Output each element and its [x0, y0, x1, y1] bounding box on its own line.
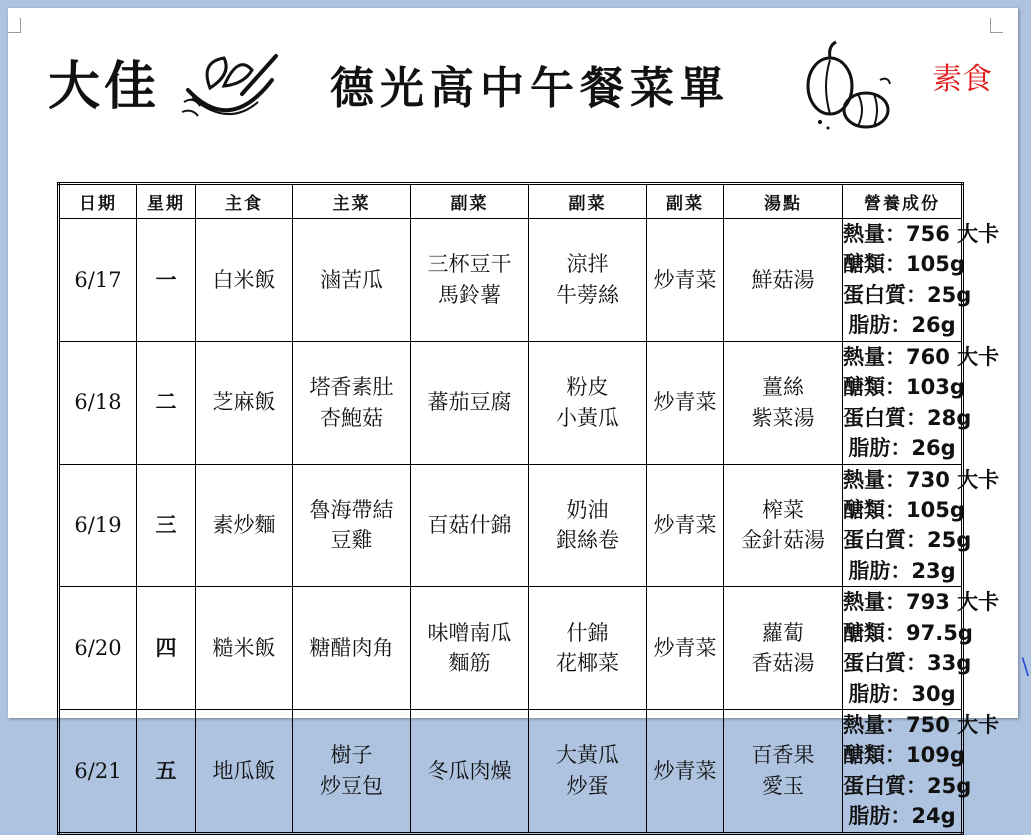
- side-dish-cell-line: 大黃瓜: [556, 743, 619, 768]
- soup-cell-line: 榨菜: [762, 497, 804, 522]
- side-dish-cell-line: 蕃茄豆腐: [427, 390, 512, 415]
- main-dish-cell-line: 杏鮑菇: [320, 405, 383, 430]
- table-row: [59, 219, 963, 342]
- table-row: [59, 341, 963, 464]
- nutrition-calories: 熱量：793 大卡: [843, 590, 1000, 615]
- nutrition-calories: 熱量：750 大卡: [843, 713, 1000, 737]
- brand-name: 大佳: [48, 57, 161, 117]
- weekday-cell: 五: [137, 710, 196, 834]
- side-dish-cell-line: 銀絲卷: [556, 528, 619, 553]
- side-dish-cell-line: 冬瓜肉燥: [427, 758, 512, 783]
- nutrition-calories: 熱量：730 大卡: [843, 467, 1000, 492]
- soup-cell-line: 百香果: [751, 743, 815, 768]
- header-side-dish: 副菜: [411, 184, 529, 219]
- margin-corner-mark: [8, 18, 21, 33]
- side-dish-cell-line: 味噌南瓜: [427, 620, 512, 645]
- side-dish-cell: [647, 341, 724, 464]
- side-dish-cell-line: 粉皮: [566, 375, 609, 400]
- soup-cell: [724, 464, 843, 587]
- side-dish-cell-line: 什錦: [566, 620, 609, 645]
- table-row: [59, 464, 963, 587]
- scroll-edge-mark: \: [1021, 655, 1029, 680]
- soup-cell: [724, 341, 843, 464]
- main-dish-cell-line: 滷苦瓜: [320, 267, 383, 292]
- soup-cell: [724, 587, 843, 710]
- main-dish-cell: [293, 464, 411, 587]
- table-row: [59, 587, 963, 710]
- main-dish-cell: [293, 710, 411, 834]
- side-dish-cell-line: 炒青菜: [653, 390, 717, 415]
- nutrition-fat: 脂肪：26g: [848, 313, 956, 338]
- side-dish-cell: [647, 219, 724, 342]
- main-dish-cell-line: 豆雞: [330, 528, 373, 553]
- nutrition-protein: 蛋白質：25g: [843, 528, 972, 553]
- nutrition-protein: 蛋白質：28g: [843, 405, 972, 430]
- bowl-leaves-icon: [180, 40, 280, 130]
- main-dish-cell-line: 魯海帶結: [309, 497, 394, 522]
- header-date: 日期: [59, 184, 137, 219]
- main-dish-cell: [293, 587, 411, 710]
- side-dish-cell-line: 涼拌: [566, 252, 609, 277]
- side-dish-cell-line: 炒青菜: [653, 513, 717, 538]
- soup-cell: [724, 710, 843, 834]
- side-dish-cell: [529, 587, 647, 710]
- side-dish-cell: [529, 710, 647, 834]
- side-dish-cell: [411, 710, 529, 834]
- date-cell: 6/20: [59, 587, 137, 710]
- nutrition-cell: [843, 587, 1000, 710]
- header-soup: 湯點: [724, 184, 843, 219]
- nutrition-fat: 脂肪：26g: [848, 436, 956, 461]
- side-dish-cell: [411, 464, 529, 587]
- soup-cell-line: 愛玉: [762, 773, 804, 798]
- nutrition-protein: 蛋白質：33g: [843, 651, 972, 676]
- side-dish-cell-line: 炒青菜: [653, 267, 717, 292]
- page-title: 德光高中午餐菜單: [330, 63, 730, 114]
- table-row: [59, 710, 963, 834]
- staple-cell: 素炒麵: [196, 464, 293, 587]
- header-nutrition: 營養成份: [843, 184, 963, 219]
- nutrition-fat: 脂肪：23g: [848, 558, 956, 583]
- side-dish-cell-line: 炒青菜: [653, 758, 717, 783]
- vegetarian-badge: 素食: [932, 62, 992, 97]
- side-dish-cell-line: 奶油: [566, 497, 609, 522]
- weekday-cell: 二: [137, 341, 196, 464]
- side-dish-cell-line: 麵筋: [448, 651, 491, 676]
- nutrition-cell: [843, 464, 1000, 587]
- main-dish-cell: [293, 341, 411, 464]
- nutrition-carbs: 醣類：105g: [843, 497, 965, 522]
- nutrition-fat: 脂肪：30g: [848, 681, 956, 706]
- nutrition-cell: [843, 710, 1000, 834]
- date-cell: 6/19: [59, 464, 137, 587]
- lunch-menu-table: [57, 182, 1000, 835]
- staple-cell: 芝麻飯: [196, 341, 293, 464]
- nutrition-calories: 熱量：760 大卡: [843, 344, 1000, 369]
- weekday-cell: 一: [137, 219, 196, 342]
- main-dish-cell-line: 炒豆包: [320, 773, 383, 798]
- main-dish-cell-line: 糖醋肉角: [309, 635, 394, 660]
- soup-cell-line: 蘿蔔: [762, 620, 804, 645]
- side-dish-cell: [647, 587, 724, 710]
- side-dish-cell-line: 炒青菜: [653, 635, 717, 660]
- nutrition-fat: 脂肪：24g: [848, 804, 956, 829]
- main-dish-cell: [293, 219, 411, 342]
- header-weekday: 星期: [137, 184, 196, 219]
- side-dish-cell: [647, 710, 724, 834]
- side-dish-cell: [529, 341, 647, 464]
- header-side-dish: 副菜: [529, 184, 647, 219]
- pumpkin-icon: [800, 40, 895, 135]
- side-dish-cell: [411, 587, 529, 710]
- header-side-dish: 副菜: [647, 184, 724, 219]
- side-dish-cell-line: 牛蒡絲: [556, 282, 619, 307]
- side-dish-cell-line: 百菇什錦: [427, 513, 512, 538]
- side-dish-cell-line: 三杯豆干: [427, 252, 512, 277]
- nutrition-protein: 蛋白質：25g: [843, 282, 972, 307]
- header-staple: 主食: [196, 184, 293, 219]
- nutrition-carbs: 醣類：105g: [843, 252, 965, 277]
- side-dish-cell-line: 馬鈴薯: [438, 282, 501, 307]
- weekday-cell: 三: [137, 464, 196, 587]
- side-dish-cell: [529, 464, 647, 587]
- header-main-dish: 主菜: [293, 184, 411, 219]
- main-dish-cell-line: 樹子: [330, 743, 373, 768]
- weekday-cell: 四: [137, 587, 196, 710]
- nutrition-carbs: 醣類：97.5g: [843, 620, 973, 645]
- soup-cell-line: 鮮菇湯: [751, 267, 815, 292]
- nutrition-calories: 熱量：756 大卡: [843, 222, 1000, 246]
- table-header-row: [59, 184, 963, 219]
- staple-cell: 地瓜飯: [196, 710, 293, 834]
- soup-cell: [724, 219, 843, 342]
- side-dish-cell-line: 小黃瓜: [556, 405, 619, 430]
- nutrition-carbs: 醣類：109g: [843, 743, 965, 768]
- soup-cell-line: 紫菜湯: [751, 405, 815, 430]
- date-cell: 6/17: [59, 219, 137, 342]
- side-dish-cell-line: 花椰菜: [556, 651, 619, 676]
- side-dish-cell: [411, 219, 529, 342]
- side-dish-cell: [647, 464, 724, 587]
- nutrition-cell: [843, 341, 1000, 464]
- staple-cell: 糙米飯: [196, 587, 293, 710]
- margin-corner-mark: [990, 18, 1003, 33]
- soup-cell-line: 金針菇湯: [741, 528, 825, 553]
- nutrition-cell: [843, 219, 1000, 342]
- side-dish-cell-line: 炒蛋: [566, 773, 609, 798]
- main-dish-cell-line: 塔香素肚: [309, 375, 394, 400]
- soup-cell-line: 香菇湯: [751, 651, 815, 676]
- date-cell: 6/18: [59, 341, 137, 464]
- side-dish-cell: [411, 341, 529, 464]
- soup-cell-line: 薑絲: [762, 375, 804, 400]
- side-dish-cell: [529, 219, 647, 342]
- nutrition-carbs: 醣類：103g: [843, 375, 965, 400]
- staple-cell: 白米飯: [196, 219, 293, 342]
- nutrition-protein: 蛋白質：25g: [843, 773, 972, 798]
- date-cell: 6/21: [59, 710, 137, 834]
